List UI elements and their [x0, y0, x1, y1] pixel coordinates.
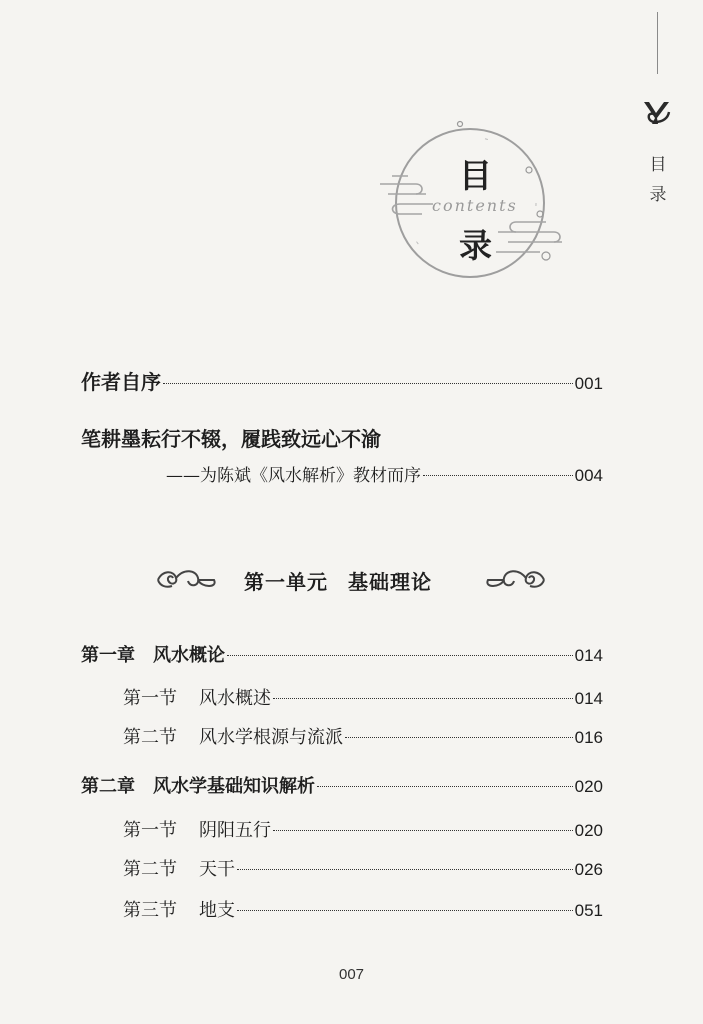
- toc-section-2-1[interactable]: [123, 816, 603, 842]
- emblem-english-label: contents: [432, 196, 518, 215]
- leader-dots: [345, 737, 573, 738]
- page-number: 007: [338, 966, 365, 983]
- section-page: 026: [574, 860, 603, 879]
- margin-rule: [657, 12, 658, 74]
- chapter-title: 风水概论: [153, 645, 225, 666]
- chapter-title: 风水学基础知识解析: [153, 776, 315, 797]
- section-title: 地支: [199, 900, 235, 921]
- section-number: 第三节: [123, 900, 177, 921]
- toc-chapter-1[interactable]: [81, 641, 603, 667]
- section-number: 第二节: [123, 859, 177, 880]
- running-header-title: [648, 150, 668, 210]
- section-title: 风水概述: [199, 688, 271, 709]
- leader-dots: [237, 910, 573, 911]
- toc-entry-page: 004: [574, 466, 603, 485]
- emblem-title-char: 录: [459, 226, 492, 265]
- section-number: 第一节: [123, 688, 177, 709]
- leader-dots: [273, 698, 573, 699]
- unit-label: 第一单元: [244, 570, 328, 594]
- toc-entry-title: 笔耕墨耘行不辍，履践致远心不渝: [81, 427, 381, 451]
- leader-dots: [317, 786, 573, 787]
- chapter-number: 第二章: [81, 776, 135, 797]
- toc-section-2-3[interactable]: [123, 896, 603, 922]
- section-title: 风水学根源与流派: [199, 727, 343, 748]
- section-title: 阴阳五行: [199, 820, 271, 841]
- section-page: 016: [574, 728, 603, 747]
- section-title: 天干: [199, 859, 235, 880]
- toc-entry-preface[interactable]: [81, 366, 603, 395]
- chapter-page: 014: [574, 646, 603, 665]
- section-number: 第一节: [123, 820, 177, 841]
- leader-dots: [227, 655, 573, 656]
- section-page: 020: [574, 821, 603, 840]
- leader-dots: [237, 869, 573, 870]
- running-header-char: 目: [649, 155, 667, 175]
- toc-section-1-1[interactable]: [123, 684, 603, 710]
- leader-dots: [273, 830, 573, 831]
- section-number: 第二节: [123, 727, 177, 748]
- chapter-number: 第一章: [81, 645, 135, 666]
- toc-section-2-2[interactable]: [123, 855, 603, 881]
- chapter-page: 020: [574, 777, 603, 796]
- unit-heading: [244, 566, 432, 595]
- emblem-title-char: 目: [459, 156, 492, 195]
- toc-entry-preface-2[interactable]: [166, 461, 603, 486]
- section-page: 051: [574, 901, 603, 920]
- unit-name: 基础理论: [348, 570, 432, 594]
- toc-entry-title: 作者自序: [81, 370, 161, 394]
- toc-section-1-2[interactable]: [123, 723, 603, 749]
- publisher-logo-icon: [641, 98, 673, 128]
- toc-chapter-2[interactable]: [81, 772, 603, 798]
- toc-entry-subtitle: ——为陈斌《风水解析》教材而序: [166, 466, 421, 486]
- leader-dots: [163, 383, 573, 384]
- leader-dots: [423, 475, 573, 476]
- section-page: 014: [574, 689, 603, 708]
- running-header-char: 录: [649, 185, 667, 205]
- toc-entry-page: 001: [574, 374, 603, 393]
